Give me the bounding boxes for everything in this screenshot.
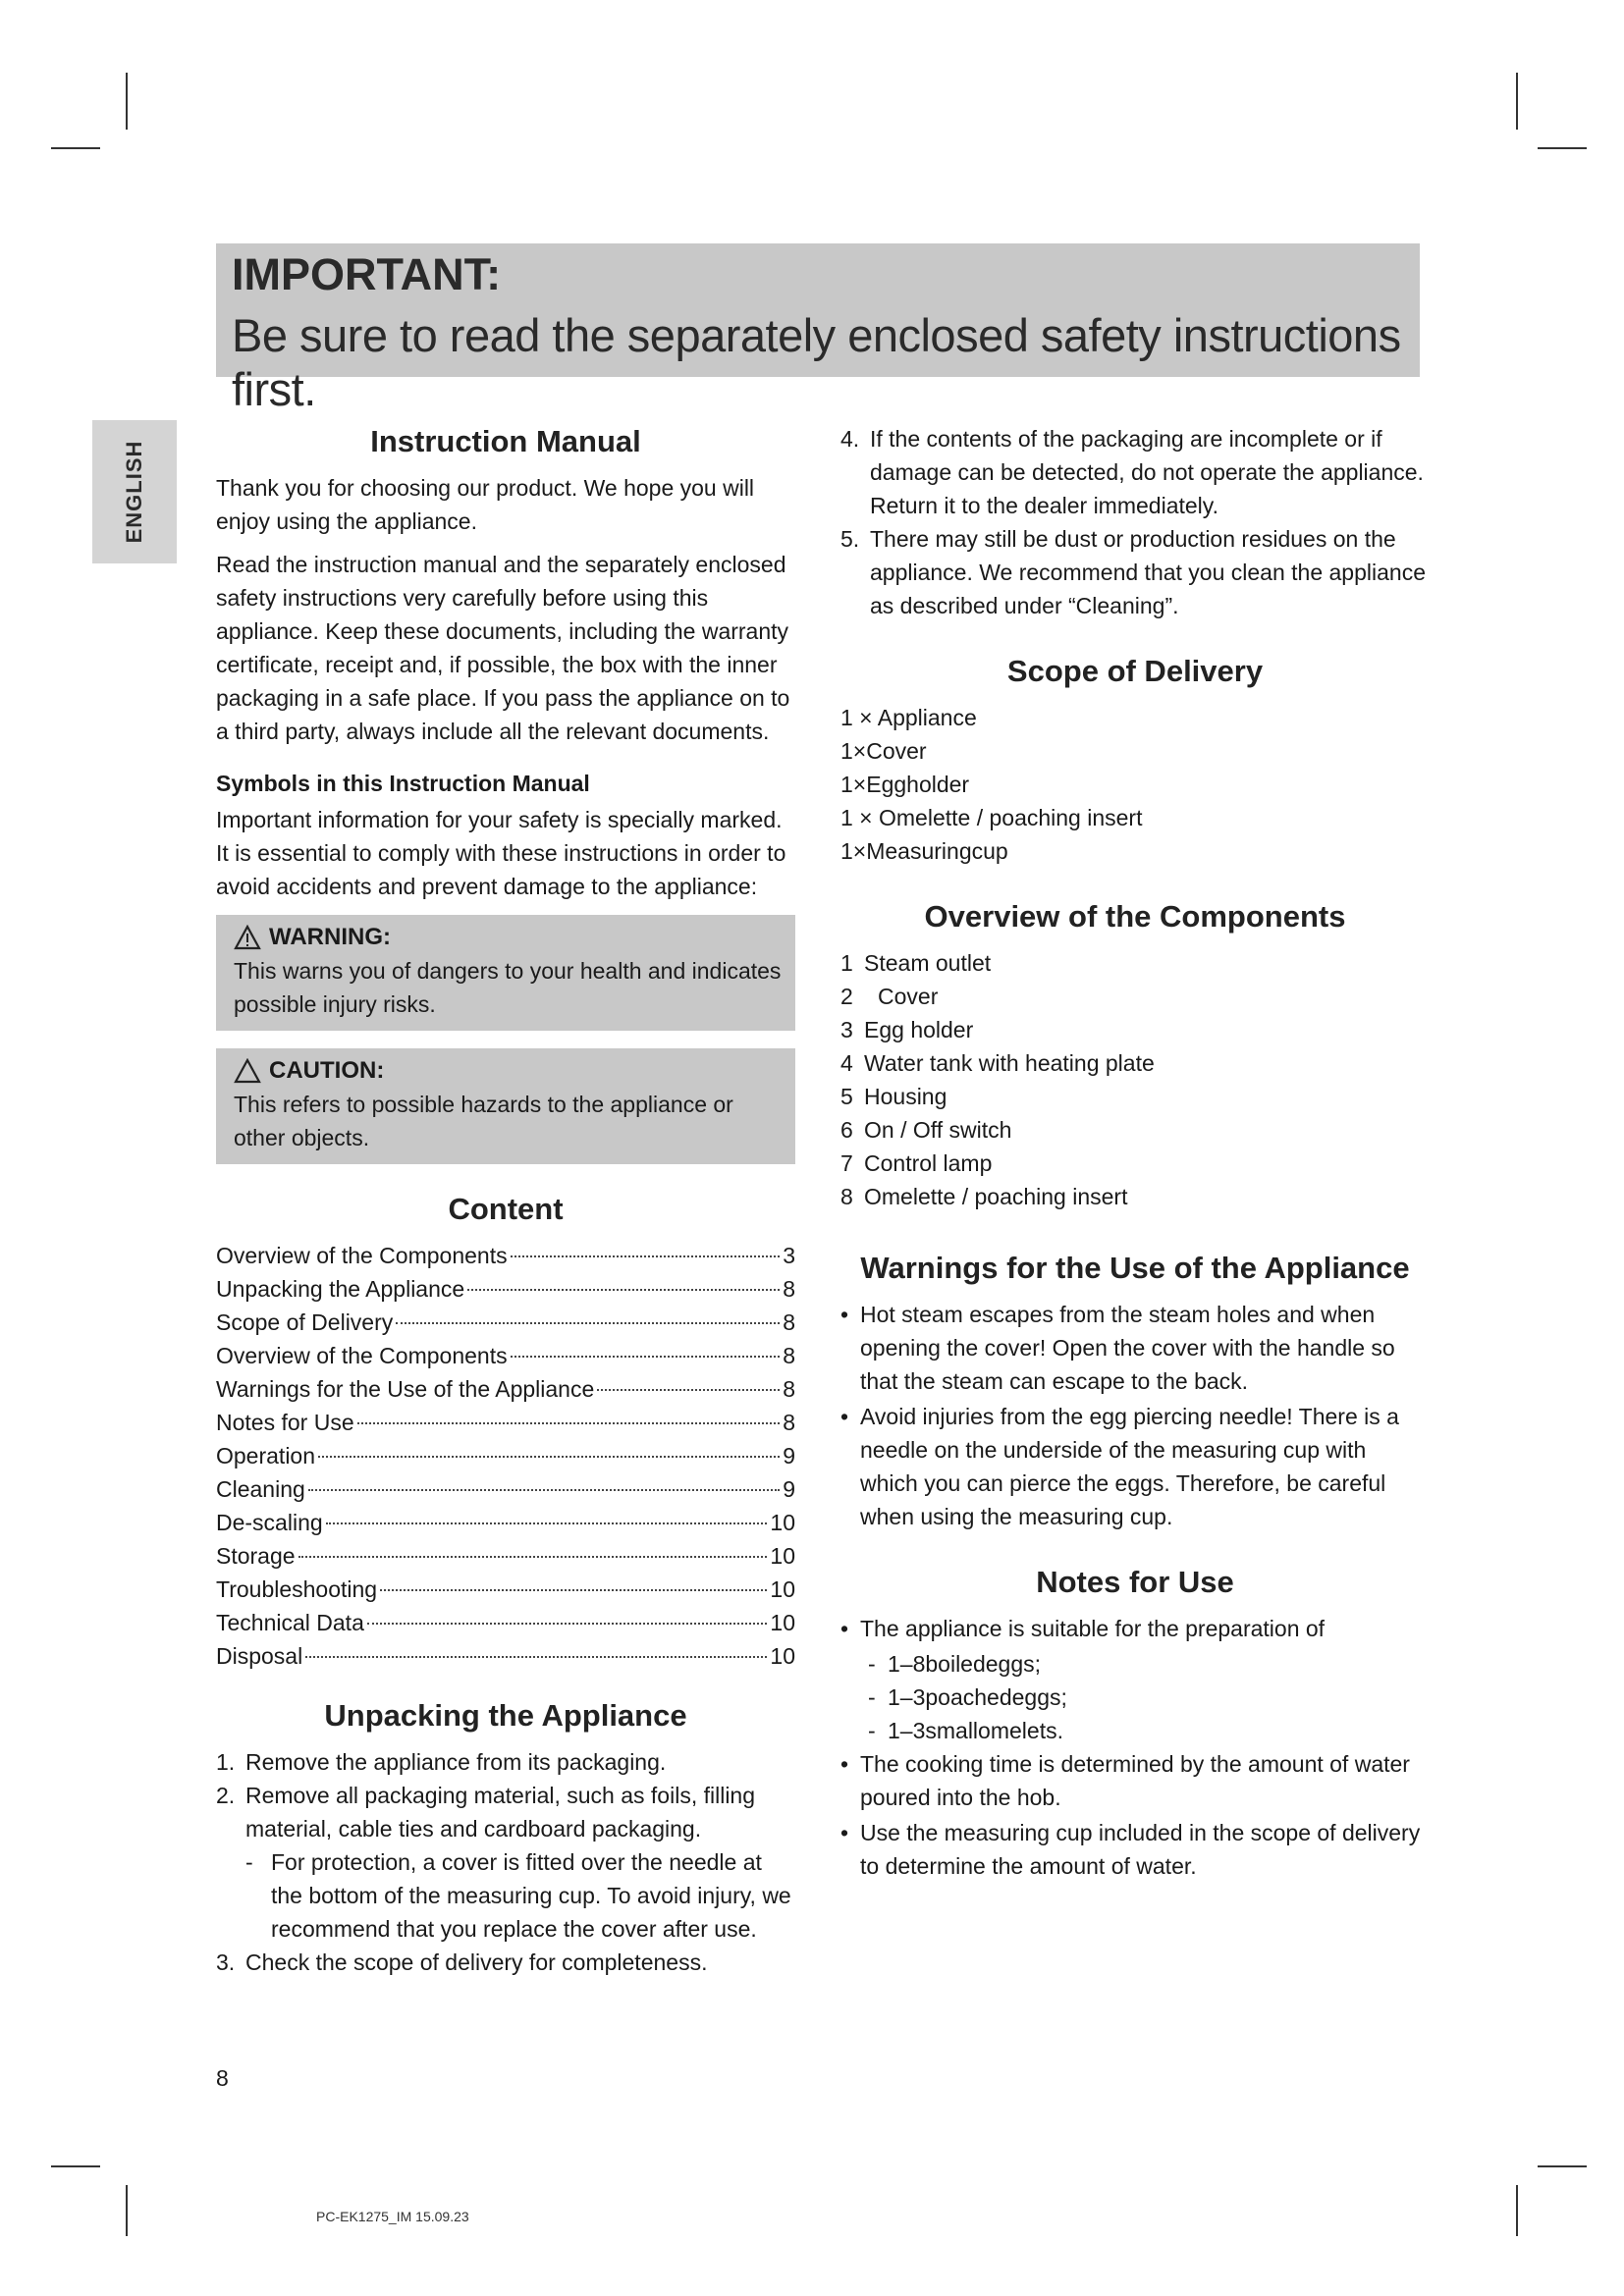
- unpacking-step: 1. Remove the appliance from its packaging.: [216, 1749, 667, 1775]
- crop-mark: [51, 147, 100, 149]
- bullet-subitem: - 1–3poachedeggs;: [868, 1684, 1067, 1710]
- list-item: 1 Steam outlet: [840, 950, 992, 976]
- caution-triangle-icon: [234, 1058, 261, 1084]
- unpacking-step: 2. Remove all packaging material, such as foils, filling material, cable ties and cardboard packaging.: [216, 1783, 756, 1842]
- page-number: 8: [216, 2065, 229, 2091]
- list-item: 1×Measuringcup: [840, 838, 1008, 864]
- warning-text: This warns you of dangers to your health and indicates possible injury risks.: [234, 958, 782, 1017]
- list-item: 7 Control lamp: [840, 1150, 993, 1176]
- warnings-use-heading: Warnings for the Use of the Appliance: [860, 1251, 1410, 1285]
- toc-row[interactable]: Unpacking the Appliance 8: [216, 1276, 795, 1302]
- list-item: 1 × Appliance: [840, 705, 977, 730]
- content-heading: Content: [448, 1192, 564, 1226]
- instruction-manual-heading: Instruction Manual: [370, 424, 641, 458]
- crop-mark: [1538, 2165, 1587, 2167]
- caution-title: CAUTION:: [269, 1057, 385, 1084]
- bullet-item: • Use the measuring cup included in the scope of delivery to determine the amount of water.: [840, 1820, 1421, 1879]
- toc-row[interactable]: Cleaning 9: [216, 1476, 795, 1502]
- crop-mark: [126, 2185, 128, 2236]
- components-heading: Overview of the Components: [924, 899, 1346, 934]
- list-item: 4 Water tank with heating plate: [840, 1050, 1155, 1076]
- list-item: 8 Omelette / poaching insert: [840, 1184, 1128, 1209]
- bullet-subitem: - 1–8boiledeggs;: [868, 1651, 1042, 1677]
- notes-heading: Notes for Use: [1036, 1565, 1234, 1599]
- unpacking-step: 3. Check the scope of delivery for completeness.: [216, 1949, 708, 1975]
- warning-triangle-icon: [234, 925, 261, 950]
- scope-list: [840, 701, 1430, 868]
- left-column: [216, 422, 795, 1979]
- bullet-item: • The appliance is suitable for the preparation of: [840, 1616, 1326, 1641]
- unpacking-heading: Unpacking the Appliance: [324, 1698, 687, 1733]
- warning-title: WARNING:: [269, 924, 391, 950]
- list-item: 1×Cover: [840, 738, 927, 764]
- toc-row[interactable]: Troubleshooting 10: [216, 1576, 795, 1602]
- crop-mark: [1538, 147, 1587, 149]
- unpacking-step: 5. There may still be dust or production residues on the appliance. We recommend that you clean the appliance as described under “Cleaning”.: [840, 526, 1426, 618]
- symbols-paragraph: Important information for your safety is specially marked. It is essential to comply with these instructions in order to avoid accidents and prevent damage to the appliance:: [216, 807, 786, 899]
- intro-paragraph: Thank you for choosing our product. We hope you will enjoy using the appliance.: [216, 475, 755, 534]
- toc-row[interactable]: Storage 10: [216, 1543, 795, 1569]
- list-item: 2 Cover: [840, 984, 939, 1009]
- table-of-contents: [216, 1239, 795, 1673]
- important-banner: [216, 243, 1420, 415]
- read-manual-paragraph: Read the instruction manual and the separately enclosed safety instructions very carefully before using this appliance. Keep these documents, including the warranty certificate, receipt and, if possible, the box with the inner packaging in a safe place. If you pass the appliance on to a third party, always include all the relevant documents.: [216, 552, 790, 744]
- bullet-item: • The cooking time is determined by the amount of water poured into the hob.: [840, 1751, 1410, 1810]
- list-item: 6 On / Off switch: [840, 1117, 1012, 1143]
- unpacking-substep: - For protection, a cover is fitted over the needle at the bottom of the measuring cup. To avoid injury, we recommend that you replace the cover after use.: [245, 1849, 791, 1942]
- toc-row[interactable]: Operation 9: [216, 1443, 795, 1468]
- crop-mark: [126, 73, 128, 130]
- toc-row[interactable]: Warnings for the Use of the Appliance 8: [216, 1376, 795, 1402]
- toc-row[interactable]: Overview of the Components 8: [216, 1343, 795, 1368]
- list-item: 5 Housing: [840, 1084, 947, 1109]
- scope-heading: Scope of Delivery: [1006, 654, 1264, 688]
- banner-subtitle: Be sure to read the separately enclosed safety instructions first.: [232, 309, 1401, 415]
- bullet-subitem: - 1–3smallomelets.: [868, 1718, 1063, 1743]
- toc-row[interactable]: Technical Data 10: [216, 1610, 795, 1635]
- unpacking-step: 4. If the contents of the packaging are incomplete or if damage can be detected, do not operate the appliance. Return it to the dealer immediately.: [840, 426, 1424, 518]
- crop-mark: [51, 2165, 100, 2167]
- list-item: 1 × Omelette / poaching insert: [840, 805, 1143, 830]
- right-column: [840, 422, 1430, 1885]
- warning-box: [216, 915, 795, 1031]
- toc-row[interactable]: Scope of Delivery 8: [216, 1309, 795, 1335]
- bullet-item: • Avoid injuries from the egg piercing needle! There is a needle on the underside of the measuring cup with which you can pierce the eggs. Therefore, be careful when using the measuring cup.: [840, 1404, 1399, 1529]
- list-item: 1×Eggholder: [840, 772, 970, 797]
- components-list: [840, 946, 1430, 1213]
- crop-mark: [1516, 73, 1518, 130]
- caution-box: [216, 1048, 795, 1164]
- list-item: 3 Egg holder: [840, 1017, 974, 1042]
- bullet-item: • Hot steam escapes from the steam holes and when opening the cover! Open the cover with the handle so that the steam can escape to the back.: [840, 1302, 1395, 1394]
- caution-text: This refers to possible hazards to the appliance or other objects.: [234, 1092, 733, 1150]
- symbols-heading: Symbols in this Instruction Manual: [216, 771, 590, 796]
- crop-mark: [1516, 2185, 1518, 2236]
- banner-title: IMPORTANT:: [232, 249, 502, 299]
- toc-row[interactable]: De-scaling 10: [216, 1510, 795, 1535]
- toc-row[interactable]: Overview of the Components 3: [216, 1243, 795, 1268]
- language-tab: [92, 420, 177, 563]
- toc-row[interactable]: Disposal 10: [216, 1643, 795, 1669]
- document-code: PC-EK1275_IM 15.09.23: [316, 2209, 469, 2224]
- language-tab-label: ENGLISH: [122, 440, 146, 544]
- toc-row[interactable]: Notes for Use 8: [216, 1410, 795, 1435]
